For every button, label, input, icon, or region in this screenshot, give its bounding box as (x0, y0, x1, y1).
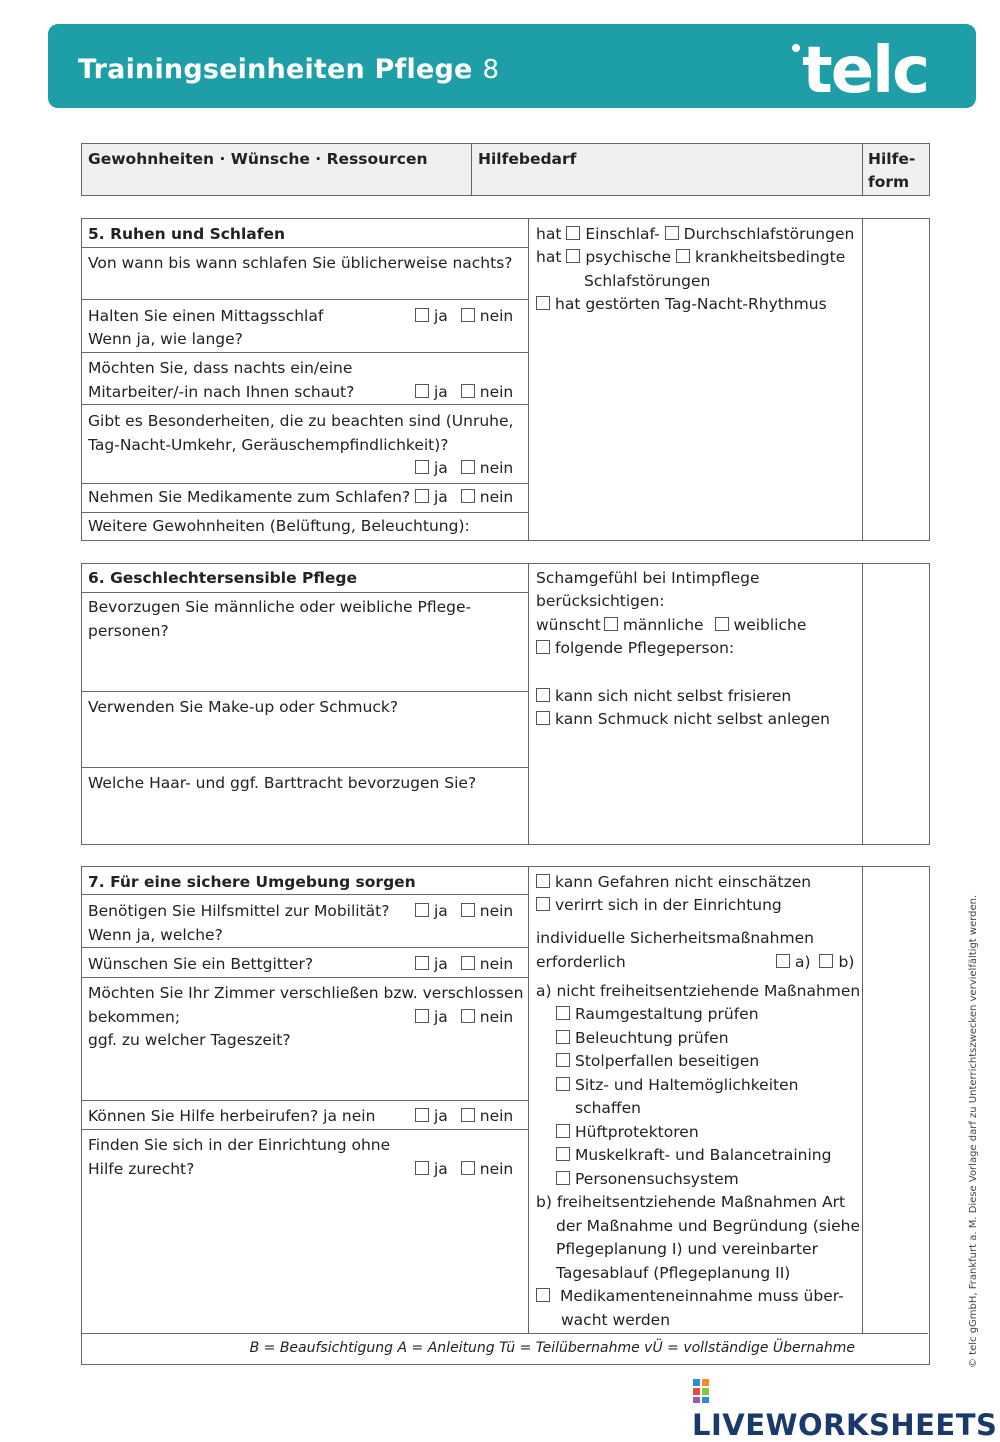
s5-q5-yes-checkbox[interactable] (415, 489, 429, 503)
s6-q3: Welche Haar- und ggf. Barttracht bevorzugen Sie? (88, 774, 477, 792)
s5-q4-no-checkbox[interactable] (461, 460, 475, 474)
s7-q4-no-checkbox[interactable] (461, 1108, 475, 1122)
yes-label: ja (434, 307, 448, 325)
s6-help-1a: Schamgefühl bei Intimpflege (536, 569, 760, 587)
s5-help-1: hat Einschlaf- Durchschlafstörungen (536, 225, 855, 243)
liveworksheets-watermark: LIVEWORKSHEETS (692, 1374, 1000, 1442)
s7-q3-yes-checkbox[interactable] (415, 1009, 429, 1023)
s7-q1-no-checkbox[interactable] (461, 903, 475, 917)
no-label: nein (479, 307, 514, 325)
s7-q5: Finden Sie sich in der Einrichtung ohne (88, 1136, 391, 1154)
s6-help-wish: wünscht männliche weibliche (536, 616, 807, 634)
s6-help-2: folgende Pflegeperson: (536, 637, 734, 661)
s5-krankheit-checkbox[interactable] (676, 249, 690, 263)
s7-q3-no-checkbox[interactable] (461, 1009, 475, 1023)
s7-a-item-checkbox[interactable] (556, 1171, 570, 1185)
s7-a-item-checkbox[interactable] (556, 1030, 570, 1044)
s7-a-item-cont: schaffen (575, 1099, 641, 1117)
s7-b-line2: der Maßnahme und Begründung (siehe (556, 1217, 861, 1235)
s7-help-2: verirrt sich in der Einrichtung (536, 894, 782, 918)
s7-a-item-checkbox[interactable] (556, 1077, 570, 1091)
s7-a-item-checkbox[interactable] (556, 1006, 570, 1020)
s7-help-1: kann Gefahren nicht einschätzen (536, 871, 811, 895)
s7-help-3a: individuelle Sicherheitsmaßnahmen (536, 929, 814, 947)
s5-q4-yes-checkbox[interactable] (415, 460, 429, 474)
s7-med-line2: wacht werden (561, 1311, 671, 1329)
s6-male-checkbox[interactable] (604, 617, 618, 631)
s5-q1: Von wann bis wann schlafen Sie üblicherweise nachts? (88, 254, 513, 272)
s7-b-line3: Pflegeplanung I) und vereinbarter (556, 1240, 818, 1258)
s6-jewelry-checkbox[interactable] (536, 711, 550, 725)
s7-help-3b: erforderlich (536, 953, 626, 971)
s5-q3b: Mitarbeiter/-in nach Ihnen schaut? (88, 383, 355, 401)
s5-q3-no-checkbox[interactable] (461, 384, 475, 398)
s7-a-item: Stolperfallen beseitigen (556, 1050, 759, 1074)
s5-psychisch-checkbox[interactable] (566, 249, 580, 263)
s7-a-item: Beleuchtung prüfen (556, 1027, 729, 1051)
s7-q5-no-checkbox[interactable] (461, 1161, 475, 1175)
s6-q1: Bevorzugen Sie männliche oder weibliche Pflege- (88, 598, 472, 616)
page-title: Trainingseinheiten Pflege 8 (78, 54, 500, 85)
s7-q5b: Hilfe zurecht? (88, 1160, 195, 1178)
s5-q3: Möchten Sie, dass nachts ein/eine (88, 359, 353, 377)
s5-q4: Gibt es Besonderheiten, die zu beachten sind (Unruhe, (88, 412, 514, 430)
section-6-title: 6. Geschlechtersensible Pflege (88, 569, 357, 587)
s5-q2b: Wenn ja, wie lange? (88, 330, 243, 348)
s5-q2: Halten Sie einen Mittagsschlaf (88, 307, 324, 325)
copyright-notice: © telc gGmbH, Frankfurt a. M. Diese Vorlage darf zu Unterrichtszwecken vervielfältigt werden. (968, 894, 979, 1368)
s7-lost-checkbox[interactable] (536, 897, 550, 911)
s5-durchschlaf-checkbox[interactable] (665, 226, 679, 240)
s7-a-item: Muskelkraft- und Balancetraining (556, 1144, 831, 1168)
telc-logo: telc (792, 34, 928, 108)
s5-help-2: hat psychische krankheitsbedingte (536, 248, 846, 266)
s6-help-4: kann Schmuck nicht selbst anlegen (536, 708, 830, 732)
s6-female-checkbox[interactable] (715, 617, 729, 631)
s7-q1-yes-checkbox[interactable] (415, 903, 429, 917)
s7-b-checkbox[interactable] (819, 954, 833, 968)
s7-q1: Benötigen Sie Hilfsmittel zur Mobilität? (88, 902, 390, 920)
s6-q1b: personen? (88, 622, 169, 640)
s7-a-title: a) nicht freiheitsentziehende Maßnahmen (536, 982, 861, 1000)
col-habits: Gewohnheiten · Wünsche · Ressourcen (88, 150, 428, 168)
s7-a-item: Raumgestaltung prüfen (556, 1003, 759, 1027)
s6-help-1b: berücksichtigen: (536, 592, 665, 610)
col-need: Hilfebedarf (478, 150, 577, 168)
s7-med-line1: Medikamenteneinnahme muss über- (536, 1285, 844, 1309)
s7-a-item-checkbox[interactable] (556, 1124, 570, 1138)
s5-help-2b: Schlafstörungen (584, 272, 711, 290)
col-form-2: form (868, 173, 910, 191)
s5-q3-yes-checkbox[interactable] (415, 384, 429, 398)
s7-q4: Können Sie Hilfe herbeirufen? ja nein (88, 1107, 376, 1125)
s6-person-checkbox[interactable] (536, 640, 550, 654)
s7-a-item: Hüftprotektoren (556, 1121, 699, 1145)
s7-med-checkbox[interactable] (536, 1288, 550, 1302)
section-5-title: 5. Ruhen und Schlafen (88, 225, 286, 243)
s7-a-item: Personensuchsystem (556, 1168, 739, 1192)
s7-q3: Möchten Sie Ihr Zimmer verschließen bzw. verschlossen (88, 984, 524, 1002)
unit-number: 8 (482, 55, 500, 85)
s7-b-line1: b) freiheitsentziehende Maßnahmen Art (536, 1193, 846, 1211)
s5-rhythm-checkbox[interactable] (536, 296, 550, 310)
s7-q3b: bekommen; (88, 1008, 181, 1026)
s7-b-line4: Tagesablauf (Pflegeplanung II) (556, 1264, 791, 1282)
s5-q2-yes-checkbox[interactable] (415, 308, 429, 322)
s7-a-item: Sitz- und Haltemöglichkeiten (556, 1074, 798, 1098)
header-banner (48, 24, 976, 108)
s5-q4b: Tag-Nacht-Umkehr, Geräuschempfindlichkeit)? (88, 436, 449, 454)
section-7-title: 7. Für eine sichere Umgebung sorgen (88, 873, 416, 891)
s7-q1b: Wenn ja, welche? (88, 926, 223, 944)
s5-q5: Nehmen Sie Medikamente zum Schlafen? (88, 488, 411, 506)
s7-q2-no-checkbox[interactable] (461, 956, 475, 970)
s7-q2-yes-checkbox[interactable] (415, 956, 429, 970)
s5-q5-no-checkbox[interactable] (461, 489, 475, 503)
s7-a-checkbox[interactable] (776, 954, 790, 968)
s7-q4-yes-checkbox[interactable] (415, 1108, 429, 1122)
s6-hair-checkbox[interactable] (536, 688, 550, 702)
s7-q2: Wünschen Sie ein Bettgitter? (88, 955, 314, 973)
s7-q5-yes-checkbox[interactable] (415, 1161, 429, 1175)
s6-help-3: kann sich nicht selbst frisieren (536, 685, 791, 709)
s5-q6: Weitere Gewohnheiten (Belüftung, Beleuchtung): (88, 517, 470, 535)
s5-help-3: hat gestörten Tag-Nacht-Rhythmus (536, 293, 827, 317)
s7-a-item-checkbox[interactable] (556, 1053, 570, 1067)
liveworksheets-logo-icon (692, 1378, 718, 1404)
s7-q3c: ggf. zu welcher Tageszeit? (88, 1031, 291, 1049)
s6-q2: Verwenden Sie Make-up oder Schmuck? (88, 698, 399, 716)
legend: B = Beaufsichtigung A = Anleitung Tü = Teilübernahme vÜ = vollständige Übernahme (249, 1340, 855, 1356)
s5-q2-no-checkbox[interactable] (461, 308, 475, 322)
col-form-1: Hilfe- (868, 150, 916, 168)
s7-a-item-checkbox[interactable] (556, 1147, 570, 1161)
s7-danger-checkbox[interactable] (536, 874, 550, 888)
s5-einschlaf-checkbox[interactable] (566, 226, 580, 240)
